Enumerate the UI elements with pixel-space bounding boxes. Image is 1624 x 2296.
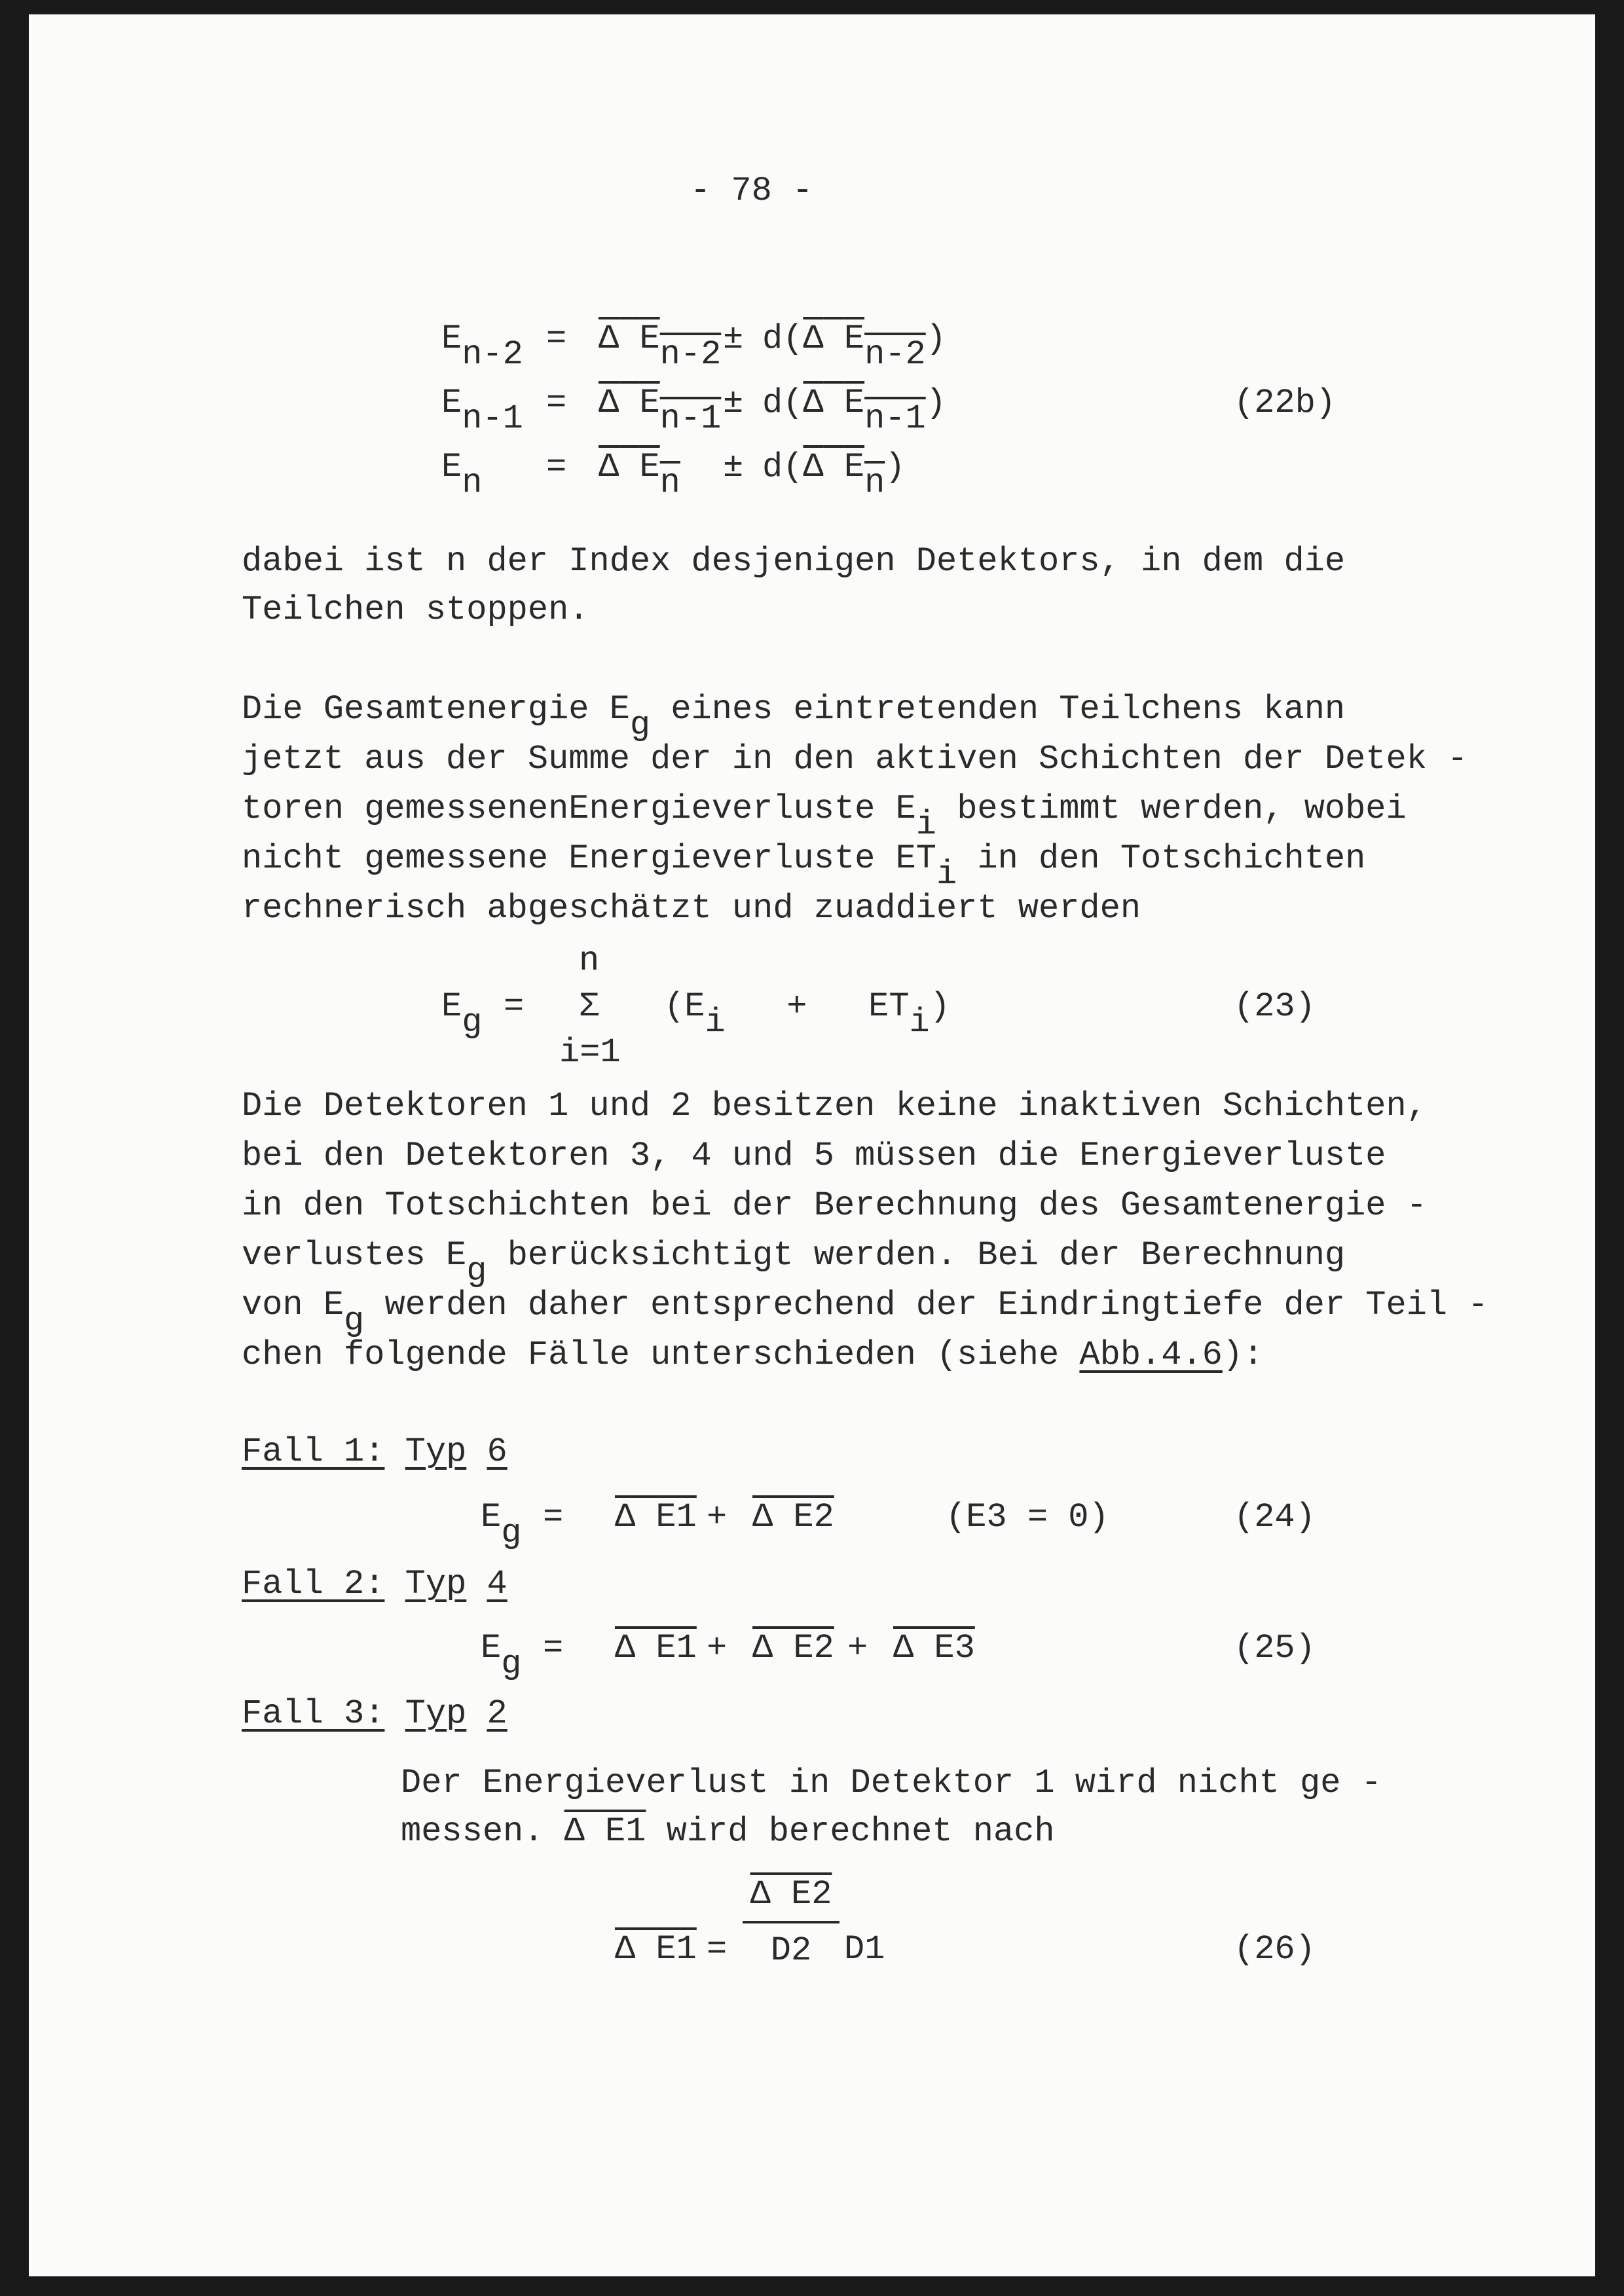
pm-sign: ±: [723, 319, 744, 358]
delta-term: Δ E1: [615, 1498, 697, 1537]
figure-reference-link[interactable]: Abb.4.6: [1079, 1336, 1223, 1374]
d-term: d(Δ En-1): [762, 384, 946, 438]
plus-sign: +: [847, 1629, 868, 1667]
sum-lower-limit: i=1: [559, 1033, 621, 1072]
text-line: Die Detektoren 1 und 2 besitzen keine inaktiven Schichten,: [242, 1087, 1427, 1125]
equation-label: (23): [1234, 987, 1316, 1026]
case-2-heading: Fall 2: Typ 4: [242, 1565, 507, 1603]
text-line: verlustes Eg berücksichtigt werden. Bei der Berechnung: [242, 1236, 1346, 1290]
case-1-heading: Fall 1: Typ 6: [242, 1432, 507, 1471]
pm-sign: ±: [723, 384, 744, 422]
eq22b-row-1: En-2: [441, 319, 523, 374]
eq22b-row-3: En: [441, 448, 483, 502]
text-line: Die Gesamtenergie Eg eines eintretenden Teilchens kann: [242, 690, 1346, 744]
text-line: Teilchen stoppen.: [242, 591, 589, 629]
delta-term: Δ E1: [615, 1629, 697, 1667]
eq25-lhs: Eg: [481, 1629, 522, 1683]
fraction-bar: [743, 1921, 840, 1923]
factor: D1: [844, 1930, 885, 1969]
text-line: chen folgende Fälle unterschieden (siehe Abb.4.6):: [242, 1336, 1264, 1374]
text-line: in den Totschichten bei der Berechnung des Gesamtenergie -: [242, 1186, 1427, 1225]
text-line: messen. Δ E1 wird berechnet nach: [401, 1812, 1055, 1851]
text-line: dabei ist n der Index desjenigen Detektors, in dem die: [242, 542, 1346, 581]
delta-term: Δ En-2: [599, 319, 722, 374]
eq22b-row-2: En-1: [441, 384, 523, 438]
condition: (E3 = 0): [946, 1498, 1109, 1537]
text-line: jetzt aus der Summe der in den aktiven Schichten der Detek -: [242, 740, 1468, 778]
fraction-numerator: Δ E2: [750, 1875, 832, 1914]
eq23-lhs: Eg: [441, 987, 483, 1042]
plus-sign: +: [707, 1498, 728, 1537]
equation-label: (25): [1234, 1629, 1316, 1667]
delta-term: Δ E2: [752, 1629, 834, 1667]
text-line: toren gemessenenEnergieverluste Ei bestimmt werden, wobei: [242, 790, 1407, 844]
case-3-heading: Fall 3: Typ 2: [242, 1694, 507, 1733]
equals-sign: =: [543, 1629, 564, 1667]
d-term: d(Δ En): [762, 448, 906, 502]
text-line: nicht gemessene Energieverluste ETi in den Totschichten: [242, 839, 1366, 894]
plus-sign: +: [707, 1629, 728, 1667]
delta-term: Δ En-1: [599, 384, 722, 438]
equals-sign: =: [546, 319, 567, 358]
equals-sign: =: [504, 987, 525, 1026]
equation-label: (26): [1234, 1930, 1316, 1969]
document-page: [29, 14, 1595, 2276]
d-term: d(Δ En-2): [762, 319, 946, 374]
equation-label: (24): [1234, 1498, 1316, 1537]
delta-term: Δ E1: [615, 1930, 697, 1969]
pm-sign: ±: [723, 448, 744, 486]
equals-sign: =: [546, 384, 567, 422]
text-line: Der Energieverlust in Detektor 1 wird nicht ge -: [401, 1764, 1382, 1802]
equals-sign: =: [546, 448, 567, 486]
text-line: rechnerisch abgeschätzt und zuaddiert werden: [242, 889, 1141, 928]
page-number: - 78 -: [690, 172, 813, 210]
text-line: bei den Detektoren 3, 4 und 5 müssen die Energieverluste: [242, 1137, 1386, 1175]
fraction-denominator: D2: [770, 1931, 812, 1970]
equation-label: (22b): [1234, 384, 1337, 422]
delta-term: Δ En: [599, 448, 680, 502]
sum-upper-limit: n: [579, 941, 600, 980]
delta-term: Δ E2: [752, 1498, 834, 1537]
equals-sign: =: [707, 1930, 728, 1969]
delta-term: Δ E3: [893, 1629, 975, 1667]
eq23-bracket-term: (Ei + ETi): [664, 987, 950, 1042]
eq24-lhs: Eg: [481, 1498, 522, 1552]
equals-sign: =: [543, 1498, 564, 1537]
fraction: [743, 1875, 840, 1970]
text-line: von Eg werden daher entsprechend der Eindringtiefe der Teil -: [242, 1286, 1488, 1340]
sum-sign: Σ: [579, 987, 600, 1026]
